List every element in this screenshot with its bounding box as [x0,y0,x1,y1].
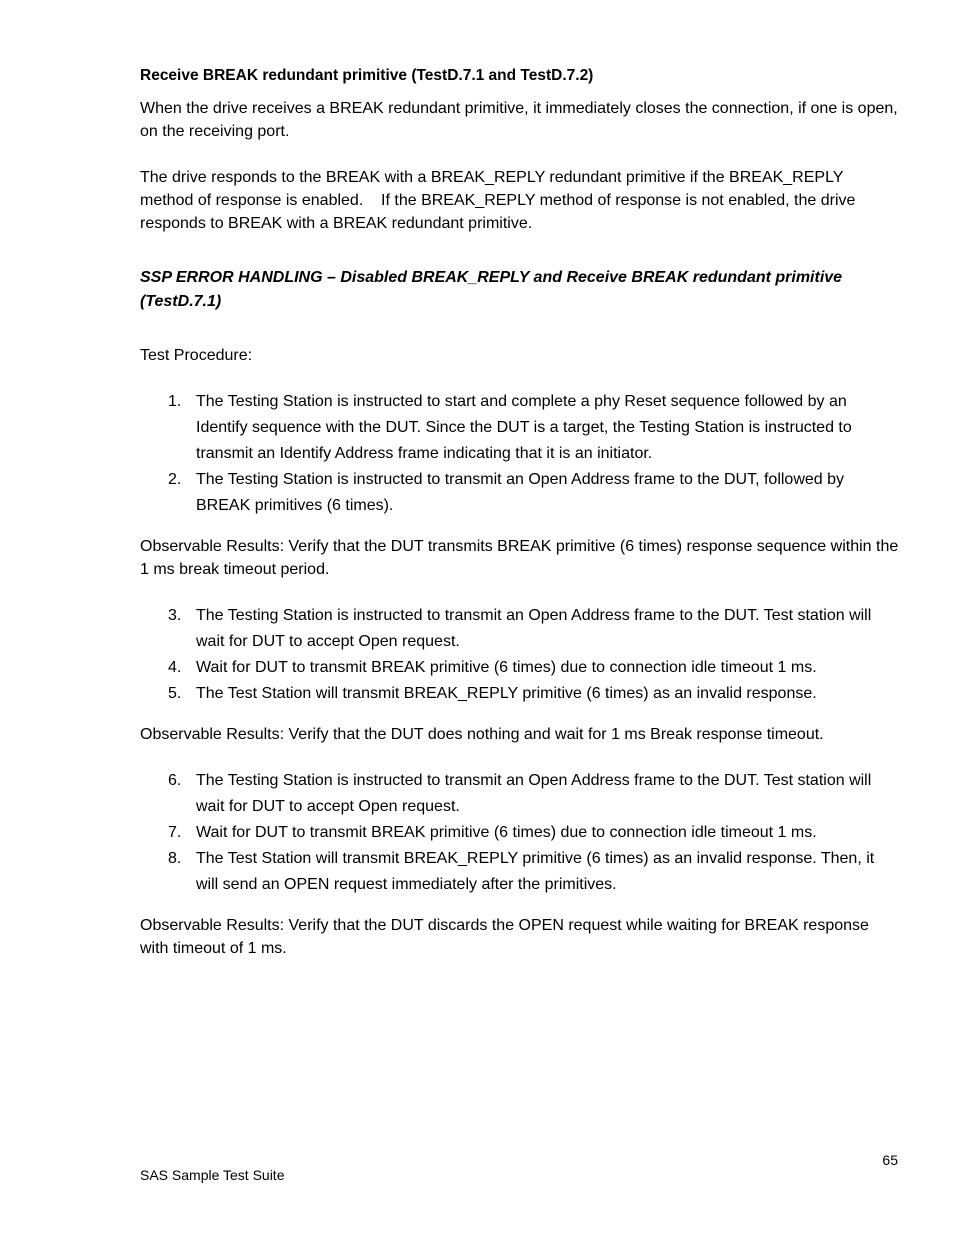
section-paragraph-2: The drive responds to the BREAK with a BREAK_REPLY redundant primitive if the BREAK_REPLY method of response is enabled. If the BREAK_REPLY method of response is not enabled, the drive responds to BREAK with a BREAK redundant primitive. [140,169,860,232]
step-number: 5. [168,685,182,702]
section-paragraph-1: When the drive receives a BREAK redundant primitive, it immediately closes the connection, if one is open, on the receiving port. [140,100,898,140]
list-item [140,681,900,707]
step-number: 8. [168,850,182,867]
steps-list-c [140,768,900,898]
step-text: Wait for DUT to transmit BREAK primitive (6 times) due to connection idle timeout 1 ms. [196,824,817,841]
observable-results-a: Observable Results: Verify that the DUT transmits BREAK primitive (6 times) response sequence within the 1 ms break timeout period. [140,538,899,578]
test-procedure-label: Test Procedure: [140,347,253,364]
list-item [140,467,900,519]
page-content [140,64,900,960]
step-text: The Test Station will transmit BREAK_REPLY primitive (6 times) as an invalid response. Then, it will send an OPEN request immediately after the primitives. [196,850,875,893]
step-text: The Testing Station is instructed to transmit an Open Address frame to the DUT. Test station will wait for DUT to accept Open request. [196,607,872,650]
list-item [140,768,900,820]
step-text: The Testing Station is instructed to start and complete a phy Reset sequence followed by an Identify sequence with the DUT. Since the DUT is a target, the Testing Station is instructed to transmit an Identify Address frame indicating that it is an initiator. [196,393,852,462]
list-item [140,389,900,467]
step-text: The Testing Station is instructed to transmit an Open Address frame to the DUT, followed by BREAK primitives (6 times). [196,471,845,514]
observable-results-c: Observable Results: Verify that the DUT discards the OPEN request while waiting for BREAK response with timeout of 1 ms. [140,917,869,957]
test-heading: SSP ERROR HANDLING – Disabled BREAK_REPLY and Receive BREAK redundant primitive (TestD.7.1) [140,269,843,310]
steps-list-b [140,603,900,707]
list-item [140,655,900,681]
step-number: 7. [168,824,182,841]
step-number: 6. [168,772,182,789]
list-item [140,603,900,655]
step-text: Wait for DUT to transmit BREAK primitive (6 times) due to connection idle timeout 1 ms. [196,659,817,676]
step-text: The Testing Station is instructed to transmit an Open Address frame to the DUT. Test station will wait for DUT to accept Open request. [196,772,872,815]
step-text: The Test Station will transmit BREAK_REPLY primitive (6 times) as an invalid response. [196,685,817,702]
observable-results-b: Observable Results: Verify that the DUT does nothing and wait for 1 ms Break response timeout. [140,726,824,743]
steps-list-a [140,389,900,519]
section-heading: Receive BREAK redundant primitive (TestD.7.1 and TestD.7.2) [140,67,594,84]
page-number: 65 [882,1152,898,1168]
step-number: 2. [168,471,182,488]
footer-title: SAS Sample Test Suite [140,1167,285,1183]
step-number: 1. [168,393,182,410]
list-item [140,846,900,898]
step-number: 4. [168,659,182,676]
step-number: 3. [168,607,182,624]
list-item [140,820,900,846]
